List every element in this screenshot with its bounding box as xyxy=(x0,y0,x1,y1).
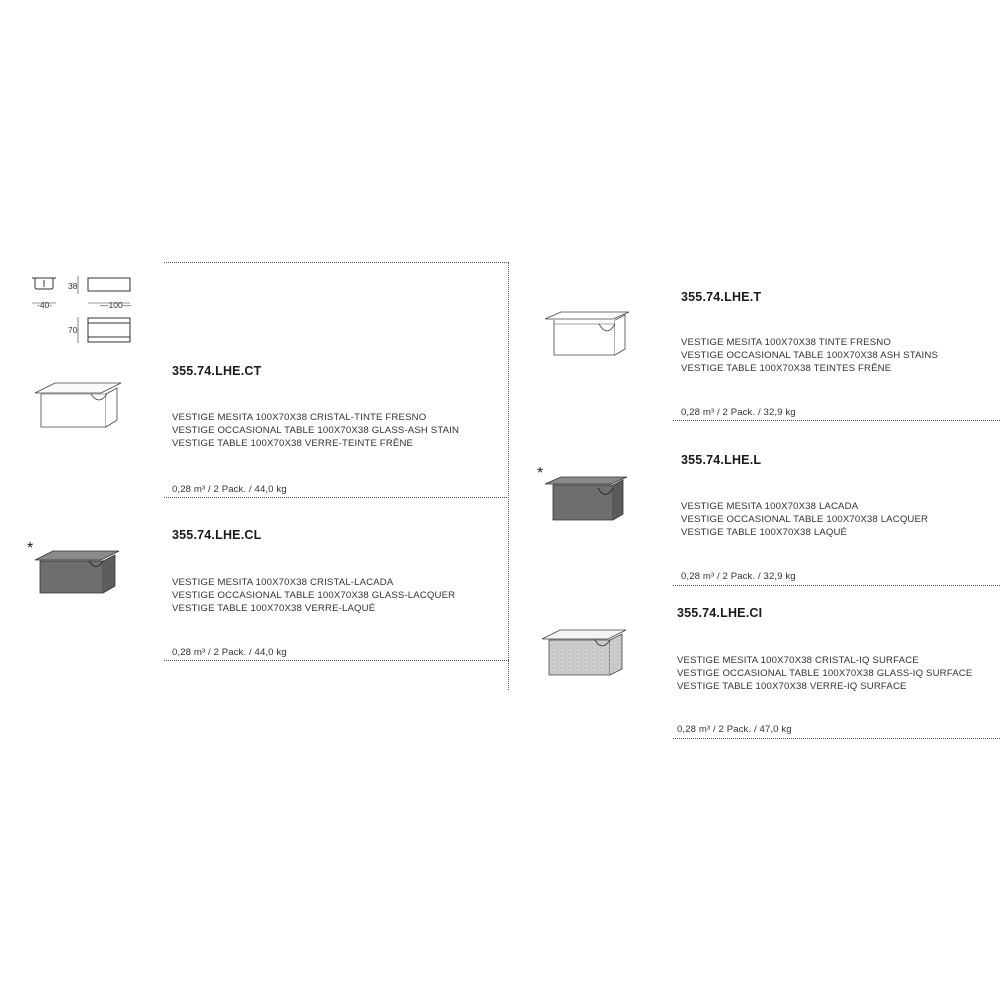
star-marker: * xyxy=(537,465,544,482)
divider-right-3 xyxy=(673,738,1000,739)
table-render-glass-lacquer xyxy=(33,548,123,596)
product-description xyxy=(681,336,938,376)
description-line: VESTIGE TABLE 100X70X38 TEINTES FRÊNE xyxy=(681,363,892,375)
description-line: VESTIGE TABLE 100X70X38 VERRE-TEINTE FRÊNE xyxy=(172,438,414,450)
description-line: VESTIGE MESITA 100X70X38 CRISTAL-TINTE FRESNO xyxy=(172,412,427,423)
description-line: VESTIGE MESITA 100X70X38 TINTE FRESNO xyxy=(681,337,891,348)
table-render-lacquer xyxy=(543,474,633,524)
description-line: VESTIGE TABLE 100X70X38 VERRE-LAQUÉ xyxy=(172,603,376,615)
table-render-glass-ash xyxy=(33,380,123,430)
product-meta: 0,28 m³ / 2 Pack. / 32,9 kg xyxy=(681,407,796,418)
divider-center xyxy=(508,262,509,690)
divider-right-1 xyxy=(673,420,1000,421)
height-dimension: 38 xyxy=(68,281,78,291)
length-dimension: —100— xyxy=(100,300,132,310)
description-line: VESTIGE MESITA 100X70X38 CRISTAL-LACADA xyxy=(172,577,394,588)
description-line: VESTIGE MESITA 100X70X38 LACADA xyxy=(681,501,859,512)
product-description xyxy=(172,411,459,451)
description-line: VESTIGE MESITA 100X70X38 CRISTAL-IQ SURFACE xyxy=(677,655,919,666)
product-meta: 0,28 m³ / 2 Pack. / 47,0 kg xyxy=(677,724,792,735)
description-line: VESTIGE OCCASIONAL TABLE 100X70X38 LACQUER xyxy=(681,514,929,526)
divider-right-2 xyxy=(673,585,1000,586)
description-line: VESTIGE TABLE 100X70X38 VERRE-IQ SURFACE xyxy=(677,681,907,693)
product-description xyxy=(172,576,455,616)
table-render-ash-stain xyxy=(543,310,633,360)
product-code: 355.74.LHE.L xyxy=(681,453,762,467)
divider-left-bottom xyxy=(164,660,509,661)
table-render-glass-iq-surface xyxy=(540,627,630,679)
divider-left-top xyxy=(164,262,509,263)
product-code: 355.74.LHE.CL xyxy=(172,528,262,542)
product-meta: 0,28 m³ / 2 Pack. / 44,0 kg xyxy=(172,484,287,495)
divider-left-mid xyxy=(164,497,509,498)
top-view-drawing xyxy=(88,318,130,342)
description-line: VESTIGE OCCASIONAL TABLE 100X70X38 GLASS-ASH STAIN xyxy=(172,425,460,437)
depth-dimension: -40- xyxy=(37,300,53,310)
product-description xyxy=(681,500,928,540)
description-line: VESTIGE OCCASIONAL TABLE 100X70X38 GLASS-LACQUER xyxy=(172,590,456,602)
product-code: 355.74.LHE.T xyxy=(681,290,762,304)
product-code: 355.74.LHE.CI xyxy=(677,606,763,620)
product-meta: 0,28 m³ / 2 Pack. / 32,9 kg xyxy=(681,571,796,582)
width-dimension: 70 xyxy=(68,325,78,335)
dimension-diagram xyxy=(28,272,138,347)
product-description xyxy=(677,654,972,694)
description-line: VESTIGE TABLE 100X70X38 LAQUÉ xyxy=(681,527,848,539)
description-line: VESTIGE OCCASIONAL TABLE 100X70X38 ASH STAINS xyxy=(681,350,939,362)
product-meta: 0,28 m³ / 2 Pack. / 44,0 kg xyxy=(172,647,287,658)
description-line: VESTIGE OCCASIONAL TABLE 100X70X38 GLASS-IQ SURFACE xyxy=(677,668,973,680)
product-code: 355.74.LHE.CT xyxy=(172,364,262,378)
star-marker: * xyxy=(27,540,34,557)
